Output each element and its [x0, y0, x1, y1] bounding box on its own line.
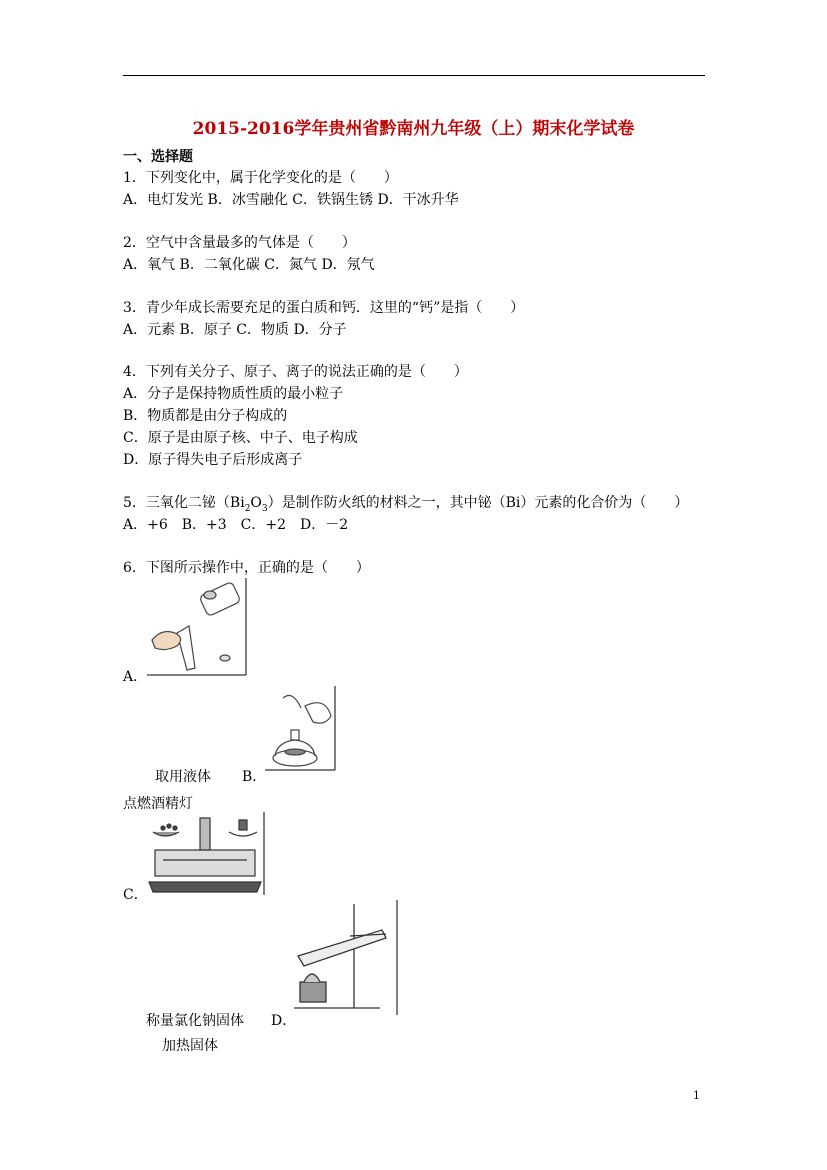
question-4-option-b: B．物质都是由分子构成的 — [123, 408, 288, 424]
option-b-letter: B． — [242, 769, 267, 785]
heating-solid-illustration — [290, 900, 398, 1016]
question-4-stem: 4．下列有关分子、原子、离子的说法正确的是（ ） — [123, 364, 468, 380]
question-4-option-a: A．分子是保持物质性质的最小粒子 — [123, 386, 344, 402]
question-2-options: A．氧气 B．二氧化碳 C．氮气 D．氖气 — [123, 257, 375, 273]
page-number: 1 — [693, 1089, 700, 1102]
question-2-stem: 2．空气中含量最多的气体是（ ） — [123, 235, 356, 251]
question-6-stem: 6．下图所示操作中，正确的是（ ） — [123, 560, 370, 576]
question-3-options: A．元素 B．原子 C．物质 D．分子 — [123, 322, 347, 338]
question-1-options: A．电灯发光 B．冰雪融化 C．铁锅生锈 D．干冰升华 — [123, 192, 459, 208]
option-d-letter: D． — [271, 1013, 297, 1029]
alcohol-lamp-illustration — [265, 686, 336, 771]
option-a-letter: A． — [123, 669, 148, 685]
option-d-caption: 加热固体 — [162, 1038, 218, 1054]
q5-stem-post: ）是制作防火纸的材料之一，其中铋（Bi）元素的化合价为（ ） — [267, 495, 689, 511]
question-1-stem: 1．下列变化中，属于化学变化的是（ ） — [123, 170, 398, 186]
section-heading: 一、选择题 — [123, 149, 193, 165]
page-title: 2015-2016学年贵州省黔南州九年级（上）期末化学试卷 — [192, 119, 635, 139]
option-a-caption: 取用液体 — [155, 769, 211, 785]
question-4-option-c: C．原子是由原子核、中子、电子构成 — [123, 430, 358, 446]
balance-scale-illustration — [145, 812, 265, 896]
q5-stem-mid: O — [250, 495, 262, 511]
header-rule — [123, 75, 705, 76]
question-5-stem — [123, 492, 688, 514]
question-5-options: A．+6 B．+3 C．+2 D．－2 — [123, 517, 349, 533]
q5-sub-3: 3 — [261, 503, 268, 514]
option-c-caption: 称量氯化钠固体 — [146, 1013, 244, 1029]
pour-liquid-illustration — [147, 578, 247, 676]
question-3-stem: 3．青少年成长需要充足的蛋白质和钙．这里的“钙”是指（ ） — [123, 300, 525, 316]
option-c-letter: C． — [123, 887, 148, 903]
q5-stem-pre: 5．三氧化二铋（Bi — [123, 495, 245, 511]
q5-sub-2: 2 — [244, 503, 251, 514]
question-4-option-d: D．原子得失电子后形成离子 — [123, 452, 303, 468]
option-b-caption: 点燃酒精灯 — [123, 796, 193, 812]
